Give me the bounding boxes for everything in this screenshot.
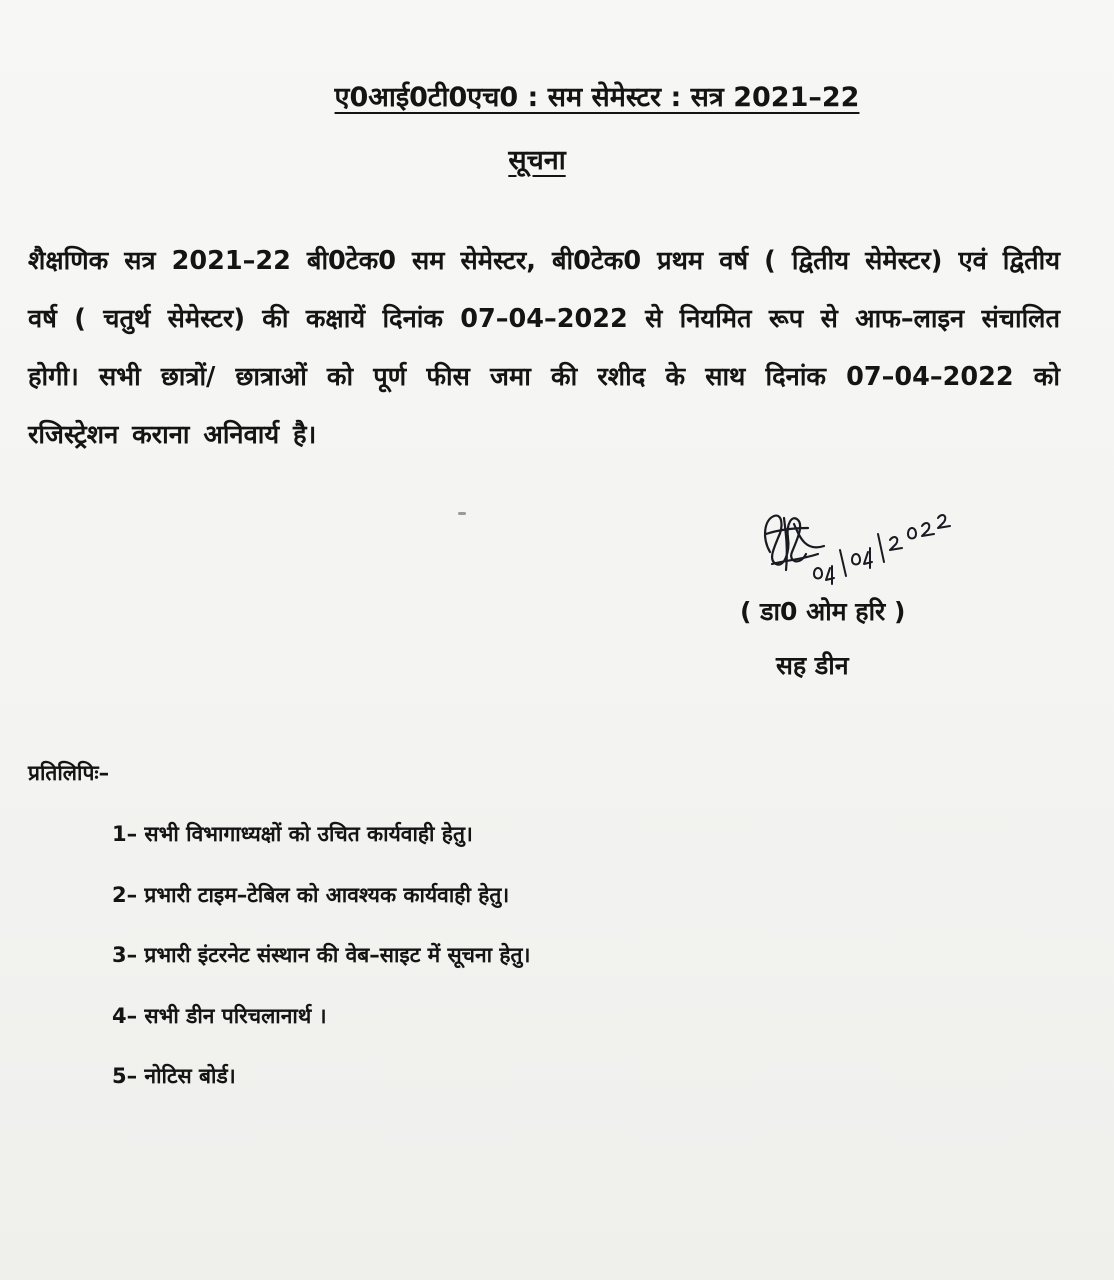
copy-to-item: 1– सभी विभागाध्यक्षों को उचित कार्यवाही हेतु। (112, 822, 473, 846)
copy-to-item: 2– प्रभारी टाइम–टेबिल को आवश्यक कार्यवाही हेतु। (112, 882, 510, 907)
copy-to-label: प्रतिलिपिः– (28, 761, 110, 785)
notice-heading (0, 80, 1114, 116)
copy-to-list (112, 818, 531, 1121)
signatory-title: सह डीन (776, 651, 849, 680)
notice-subject-text: सूचना (508, 145, 566, 176)
notice-subject (0, 143, 1114, 179)
copy-to-item: 4– सभी डीन परिचलानार्थ । (112, 1003, 327, 1028)
copy-to-item: 3– प्रभारी इंटरनेट संस्थान की वेब–साइट में सूचना हेतु। (112, 943, 531, 967)
signatory-name: ( डा0 ओम हरि ) (740, 597, 906, 626)
notice-body: शैक्षणिक सत्र 2021–22 बी0टेक0 सम सेमेस्टर, बी0टेक0 प्रथम वर्ष ( द्वितीय सेमेस्टर) एवं द्वितीय वर्ष ( चतुर्थ सेमेस्टर) की कक्षायें दिनांक 07–04–2022 से नियमित रूप से आफ–लाइन संचालित होगी। सभी छात्रों/ छात्राओं को पूर्ण फीस जमा की रशीद के साथ दिनांक 07–04–2022 को रजिस्ट्रेशन कराना अनिवार्य है। (28, 245, 1060, 450)
handwritten-signature (748, 494, 978, 594)
ink-smudge (458, 512, 466, 515)
copy-to-item: 5– नोटिस बोर्ड। (112, 1064, 236, 1088)
notice-heading-text: ए0आई0टी0एच0 : सम सेमेस्टर : सत्र 2021–22 (334, 82, 860, 113)
